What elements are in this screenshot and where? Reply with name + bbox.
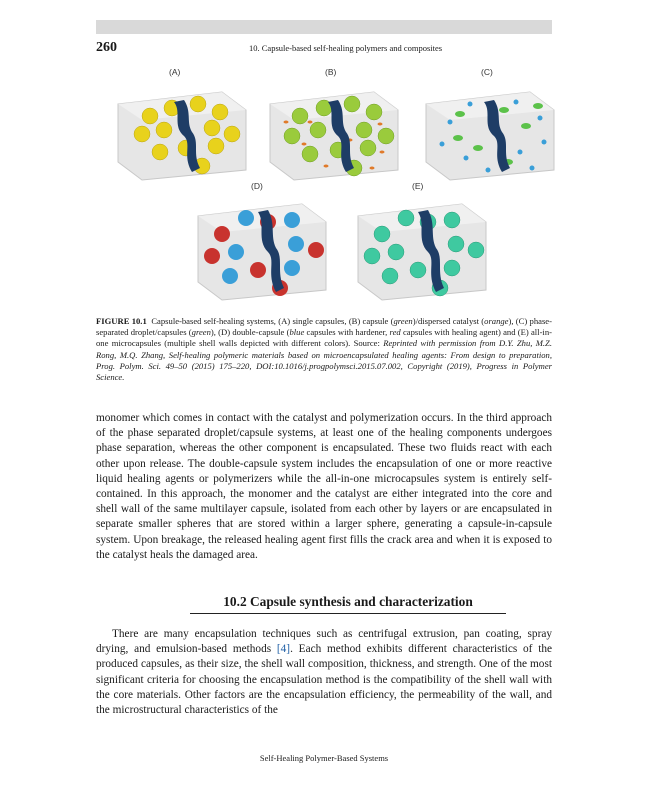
panel-label-a: (A) [169, 67, 181, 77]
section-heading: 10.2 Capsule synthesis and characterization [223, 594, 473, 609]
panel-e-all-in-one [352, 194, 492, 304]
panel-d-double-capsule [192, 194, 332, 304]
panel-label-c: (C) [481, 67, 493, 77]
panel-b-dispersed-catalyst [264, 82, 404, 182]
page-footer: Self-Healing Polymer-Based Systems [259, 753, 389, 763]
body-paragraph-1: monomer which comes in contact with the catalyst and polymerization occurs. In the third approach of the phase separated droplet/capsule systems, at least one of the healing components undergoes phase separation, whereas the other component is encapsulated. These two fluids react with each other upon release. The double-capsule system includes the encapsulation of one or more reactive liquid healing agents or polymerizers while the all-in-one microcapsules system is entirely self-contained. In this approach, the monomer and the catalyst are either integrated into the core and shell wall of the same multilayer capsule, isolated from each other by layers or are encapsulated in separate smaller spheres that are stored within a larger sphere, generating a capsule-in-capsule system. Upon breakage, the released healing agent first fills the crack area and when it is exposed to the catalyst heals the damaged area. [96, 412, 552, 561]
panel-label-b: (B) [325, 67, 337, 77]
panel-a-single-capsules [112, 82, 252, 182]
panel-c-phase-separated [420, 82, 560, 182]
header-bar [96, 20, 552, 34]
page-number: 260 [96, 40, 117, 55]
citation-link[interactable]: [4] [276, 643, 291, 656]
figure-label: FIGURE 10.1 [96, 316, 147, 326]
panel-label-e: (E) [412, 181, 424, 191]
figure-caption: FIGURE 10.1 Capsule-based self-healing systems, (A) single capsules, (B) capsule (green)/dispersed catalyst (orange), (C) phase-separated droplet/capsules (green), (D) double-capsule (blue capsules with hardener, red capsules with healing agent) and (E) all-in-one microcapsules (multiple shell walls depicted with different colors). Source: Reprinted with permission from D.Y. Zhu, M.Z. Rong, M.Q. Zhang, Self-healing polymeric materials based on microencapsulated healing agents: From design to preparation, Prog. Polym. Sci. 49–50 (2015) 175–220, DOI:10.1016/j.progpolymsci.2015.07.002, Copyright (2019), Progress in Polymer Science. [96, 316, 552, 383]
page-header [96, 40, 552, 58]
body-paragraph-2: There are many encapsulation techniques such as centrifugal extrusion, pan coating, spray drying, and emulsion-based methods [4]. Each method exhibits different characteristics of the produced capsules, as their size, the shell wall composition, thickness, and strength. One of the most significant criteria for choosing the encapsulation method is the compatibility of the shell wall with the core materials. Other factors are the encapsulation efficiency, the permeability of the wall, and the microstructural characteristics of the [96, 628, 552, 717]
running-title: 10. Capsule-based self-healing polymers and composites [249, 43, 443, 53]
panel-label-d: (D) [251, 181, 263, 191]
figure-source: Reprinted with permission from D.Y. Zhu, M.Z. Rong, M.Q. Zhang, Self-healing polymeric materials based on microencapsulated healing agents: From design to preparation, Prog. Polym. Sci. 49–50 (2015) 175–220, DOI:10.1016/j.progpolymsci.2015.07.002, Copyright (2019), Progress in Polymer Science. [96, 338, 552, 383]
section-rule [190, 613, 506, 614]
